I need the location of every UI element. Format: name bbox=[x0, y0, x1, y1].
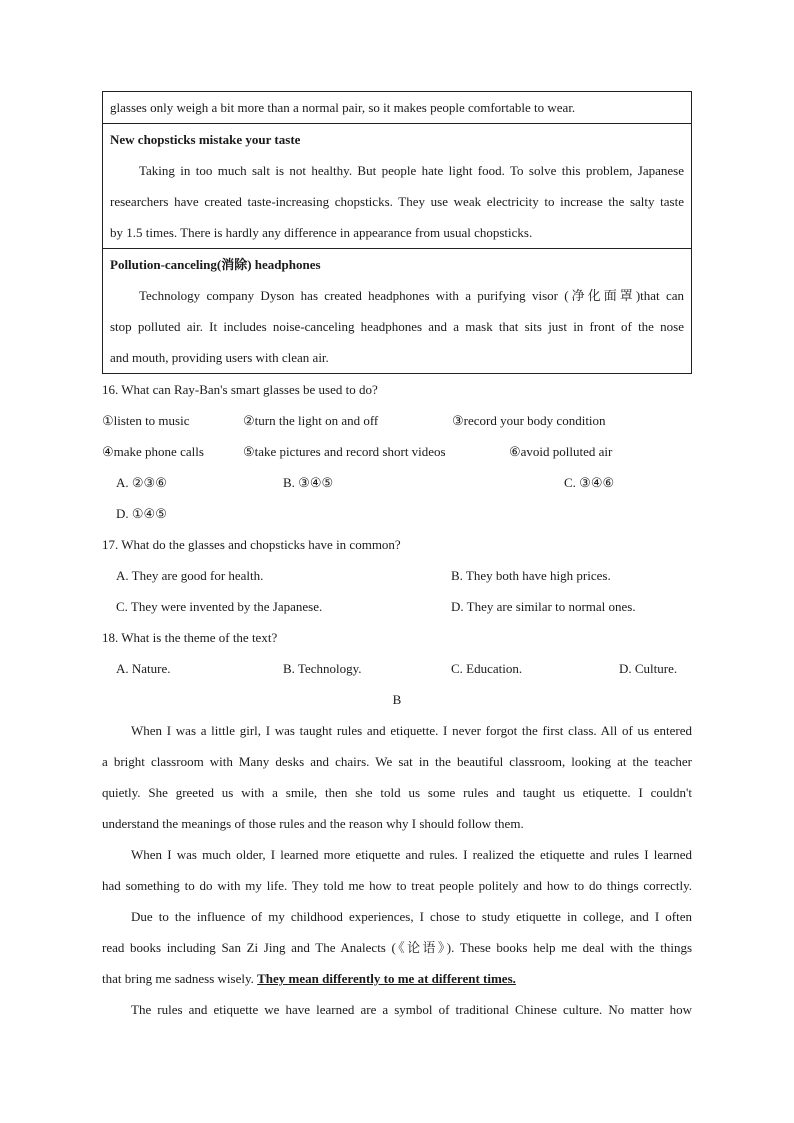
chopsticks-line-2: researchers have created taste-increasing chopsticks. They use weak electricity to increase the salty taste bbox=[110, 194, 684, 209]
headphones-line-1: Technology company Dyson has created headphones with a purifying visor (净化面罩)that can bbox=[139, 288, 684, 303]
headphones-title: Pollution-canceling(消除) headphones bbox=[110, 257, 321, 272]
item-4: ④make phone calls bbox=[102, 444, 204, 459]
option-d: D. Culture. bbox=[619, 661, 678, 676]
passage-p2-line-2: had something to do with my life. They told me how to treat people politely and how to do things correctly. bbox=[102, 878, 692, 893]
question-16-options-row-1 bbox=[102, 467, 692, 498]
document-page bbox=[102, 91, 692, 1025]
question-16-stem: 16. What can Ray-Ban's smart glasses be used to do? bbox=[102, 382, 378, 397]
question-16-items-row-1 bbox=[102, 405, 692, 436]
headphones-line-2: stop polluted air. It includes noise-canceling headphones and a mask that sits just in front of the nose bbox=[110, 319, 684, 334]
chopsticks-title: New chopsticks mistake your taste bbox=[110, 132, 301, 147]
question-17-options-row-1 bbox=[102, 560, 692, 591]
question-18-options bbox=[102, 653, 692, 684]
passage-p3-line-1: Due to the influence of my childhood experiences, I chose to study etiquette in college, and I often bbox=[131, 909, 692, 924]
question-18-stem: 18. What is the theme of the text? bbox=[102, 630, 278, 645]
table-row-chopsticks bbox=[103, 124, 691, 249]
option-a: A. Nature. bbox=[116, 661, 171, 676]
item-5: ⑤take pictures and record short videos bbox=[243, 444, 446, 459]
option-a: A. They are good for health. bbox=[116, 568, 264, 583]
option-b: B. They both have high prices. bbox=[451, 568, 611, 583]
option-d: D. ①④⑤ bbox=[116, 506, 167, 521]
chopsticks-line-1: Taking in too much salt is not healthy. But people hate light food. To solve this problem, Japanese bbox=[139, 163, 684, 178]
table-text: glasses only weigh a bit more than a normal pair, so it makes people comfortable to wear. bbox=[110, 100, 576, 115]
passage-p1-line-2: a bright classroom with Many desks and chairs. We sat in the beautiful classroom, looking at the teacher bbox=[102, 754, 692, 769]
question-16-items-row-2 bbox=[102, 436, 692, 467]
table-row-glasses-end bbox=[103, 92, 691, 124]
passage-p1-line-3: quietly. She greeted us with a smile, then she told us some rules and taught us etiquette. I couldn't bbox=[102, 785, 692, 800]
chopsticks-line-3: by 1.5 times. There is hardly any difference in appearance from usual chopsticks. bbox=[110, 225, 533, 240]
passage-p3-line-3 bbox=[102, 963, 692, 994]
passage-p1-line-1: When I was a little girl, I was taught rules and etiquette. I never forgot the first class. All of us entered bbox=[131, 723, 692, 738]
option-c: C. ③④⑥ bbox=[564, 475, 615, 490]
section-heading: B bbox=[392, 692, 402, 707]
passage-p3-line-2: read books including San Zi Jing and The Analects (《论语》). These books help me deal with the things bbox=[102, 940, 692, 955]
option-c: C. They were invented by the Japanese. bbox=[116, 599, 323, 614]
passage-p2-line-1: When I was much older, I learned more etiquette and rules. I realized the etiquette and rules I learned bbox=[131, 847, 692, 862]
item-1: ①listen to music bbox=[102, 413, 190, 428]
option-b: B. Technology. bbox=[283, 661, 362, 676]
question-17-stem: 17. What do the glasses and chopsticks have in common? bbox=[102, 537, 401, 552]
item-3: ③record your body condition bbox=[452, 413, 606, 428]
passage-p1-line-4: understand the meanings of those rules and the reason why I should follow them. bbox=[102, 816, 524, 831]
info-table bbox=[102, 91, 692, 374]
option-b: B. ③④⑤ bbox=[283, 475, 334, 490]
question-16-options-row-2 bbox=[102, 498, 692, 529]
passage-text: that bring me sadness wisely. bbox=[102, 971, 258, 986]
option-a: A. ②③⑥ bbox=[116, 475, 167, 490]
item-6: ⑥avoid polluted air bbox=[509, 444, 613, 459]
table-row-headphones bbox=[103, 249, 691, 374]
option-c: C. Education. bbox=[451, 661, 523, 676]
headphones-line-3: and mouth, providing users with clean air. bbox=[110, 350, 329, 365]
question-17-options-row-2 bbox=[102, 591, 692, 622]
underlined-sentence: They mean differently to me at different times. bbox=[257, 971, 516, 986]
item-2: ②turn the light on and off bbox=[243, 413, 379, 428]
passage-p4-line-1: The rules and etiquette we have learned are a symbol of traditional Chinese culture. No matter how bbox=[131, 1002, 692, 1017]
option-d: D. They are similar to normal ones. bbox=[451, 599, 636, 614]
